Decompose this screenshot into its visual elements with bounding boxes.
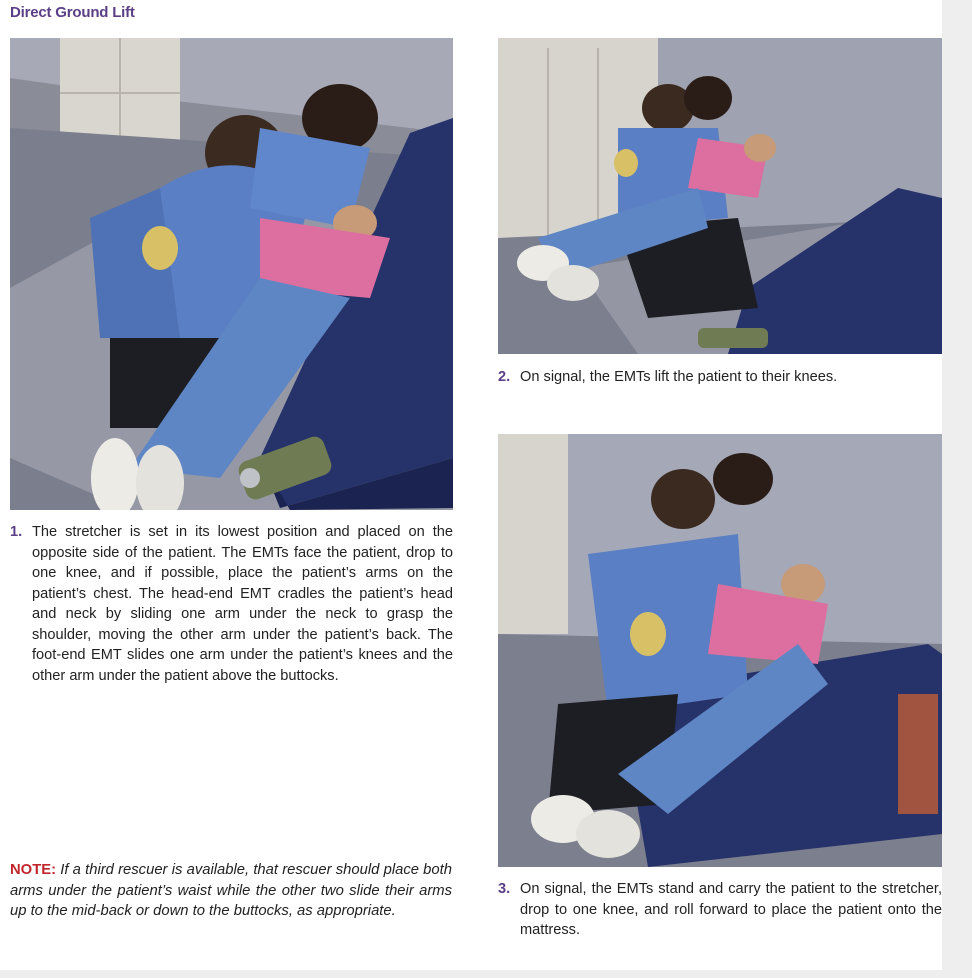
step-3-photo: [498, 434, 942, 867]
step-2-photo: [498, 38, 942, 354]
step-2-number: 2.: [498, 369, 511, 385]
note-text: If a third rescuer is available, that rescuer should place both arms under the patient’s waist while the other two slide their arms up to the mid-back or down to the buttocks, as appropriate.: [10, 862, 452, 919]
step-1-text: The stretcher is set in its lowest position and placed on the opposite side of the patient. The EMTs face the patient, drop to one knee, and if possible, place the patient’s arms on the patient’s chest. The head-end EMT cradles the patient’s head and neck by sliding one arm under the neck to grasp the shoulder, moving the other arm under the patient’s back. The foot-end EMT slides one arm under the patient’s knees and the other arm under the patient above the buttocks.: [32, 524, 453, 684]
step-3-number: 3.: [498, 881, 511, 897]
step-1-photo: [10, 38, 453, 510]
note-box: [10, 860, 452, 922]
step-2-text: On signal, the EMTs lift the patient to their knees.: [520, 369, 838, 385]
step-3-text: On signal, the EMTs stand and carry the patient to the stretcher, drop to one knee, and roll forward to place the patient onto the mattress.: [520, 881, 942, 938]
page-title: Direct Ground Lift: [10, 4, 135, 21]
step-1-number: 1.: [10, 524, 23, 540]
step-2-caption: [498, 367, 936, 388]
note-label: NOTE:: [10, 862, 57, 878]
step-1-caption: [10, 522, 453, 686]
step-3-caption: [498, 879, 942, 941]
